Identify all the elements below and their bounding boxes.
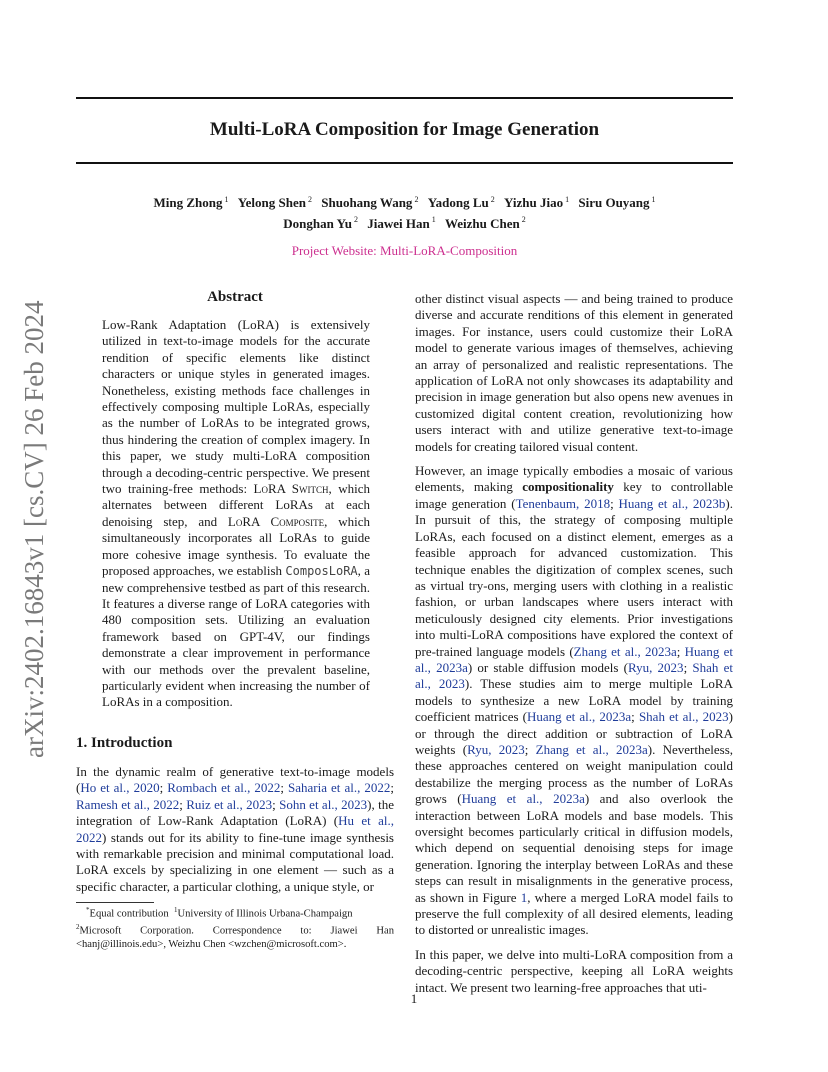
benchmark-name: ComposLoRA [285, 564, 358, 579]
author: Jiawei Han $^1$ [367, 215, 436, 231]
citation-link[interactable]: Zhang et al., 2023a [573, 643, 677, 659]
body-paragraph: other distinct visual aspects — and being trained to produce diverse and accurate renditions of this element in generated images. For instance, users could customize their LoRA model to generate various images of themselves, achieving an array of personalized and realistic representations. The application of LoRA not only showcases its adaptability and precision in image generation but also opens new avenues in customized digital content creation, revolutionizing how users interact with and utilize generative text-to-image models for creating tailored visual content. [415, 291, 733, 454]
body-paragraph: However, an image typically embodies a mosaic of various elements, making compositionality key to controllable image generation (Tenenbaum, 2018; Huang et al., 2023b). In pursuit of this, the strategy of composing multiple LoRAs, each focused on a distinct element, emerges as a feasible approach for advanced customization. This technique enables the digitization of complex scenes, such as virtual try-ons, merging users with clothing in a realistic fashion, or urban landscapes where users interact with meticulously designed city elements. Prior investigations into multi-LoRA compositions have explored the context of pre-trained language models (Zhang et al., 2023a; Huang et al., 2023a) or stable diffusion models (Ryu, 2023; Shah et al., 2023). These studies aim to merge multiple LoRA models to synthesize a new LoRA model by training coefficient matrices (Huang et al., 2023a; Shah et al., 2023) or through the direct addition or subtraction of LoRA weights (Ryu, 2023; Zhang et al., 2023a). Nevertheless, these approaches centered on weight manipulation could destabilize the merging process as the number of LoRAs grows (Huang et al., 2023a) and also overlook the interaction between LoRA models and base models. This oversight becomes particularly critical in diffusion models, which depend on sequential denoising steps for image generation. Ignoring the interplay between LoRAs and these steps can result in misalignments in the generative process, as shown in Figure 1, where a merged LoRA model fails to preserve the full complexity of all desired elements, leading to distorted or unrealistic images. [415, 463, 733, 938]
method-name: LoRA Composite [227, 513, 325, 529]
author: Yizhu Jiao $^1$ [504, 195, 570, 211]
section-heading-introduction: 1. Introduction [76, 735, 173, 751]
footnote-line: $^2$Microsoft Corporation. Correspondence to: Jiawei Han <hanj@illinois.edu>, Weizhu Chen <wzchen@microsoft.com>. [76, 923, 394, 951]
citation-link[interactable]: Shah et al., 2023 [638, 709, 729, 725]
citation-link[interactable]: Shah et al., 2023 [415, 659, 733, 692]
citation-link[interactable]: Saharia et al., 2022 [288, 780, 391, 796]
citation-link[interactable]: Huang et al., 2023a [527, 709, 632, 725]
abstract-heading: Abstract [207, 289, 263, 305]
author: Yadong Lu $^2$ [427, 195, 495, 211]
author: Weizhu Chen $^2$ [445, 215, 526, 231]
method-name: LoRA Switch [253, 481, 329, 497]
author-list [76, 191, 733, 232]
footnote [76, 904, 394, 952]
author: Donghan Yu $^2$ [283, 215, 359, 231]
abstract-text: Low-Rank Adaptation (LoRA) is extensively utilized in text-to-image models for the accurate rendition of specific elements like distinct characters or unique styles in generated images. Nonetheless, existing methods face challenges in effectively composing multiple LoRAs, especially as the number of LoRAs to be integrated grows, thus hindering the creation of complex imagery. In this paper, we study multi-LoRA composition through a decoding-centric perspective. We present two training-free methods: LoRA Switch, which alternates between different LoRAs at each denoising step, and LoRA Composite, which simultaneously incorporates all LoRAs to guide more cohesive image synthesis. To evaluate the proposed approaches, we establish ComposLoRA, a new comprehensive testbed as part of this research. It features a diverse range of LoRA categories with 480 composition sets. Utilizing an evaluation framework based on GPT-4V, our findings demonstrate a clear improvement in performance with our methods over the prevalent baseline, particularly evident when increasing the number of LoRAs in a composition. [102, 317, 370, 710]
footnote-line: *Equal contribution $^1$University of Illinois Urbana-Champaign [86, 906, 353, 920]
citation-link[interactable]: Huang et al., 2023a [415, 643, 733, 675]
citation-link[interactable]: Ho et al., 2020 [80, 780, 160, 796]
title-rule-bottom [76, 162, 733, 164]
paper-title: Multi-LoRA Composition for Image Generation [209, 119, 600, 140]
citation-link[interactable]: Huang et al., 2023b [618, 495, 726, 511]
intro-paragraph: In the dynamic realm of generative text-to-image models (Ho et al., 2020; Rombach et al., 2022; Saharia et al., 2022; Ramesh et al., 2022; Ruiz et al., 2023; Sohn et al., 2023), the integration of Low-Rank Adaptation (LoRA) (Hu et al., 2022) stands out for its ability to fine-tune image synthesis with remarkable precision and minimal computational load. LoRA excels by specializing in one element — such as a specific character, a particular clothing, a unique style, or [76, 764, 394, 894]
project-website-link[interactable]: Project Website: Multi-LoRA-Composition [291, 243, 518, 258]
citation-link[interactable]: Ryu, 2023 [467, 741, 525, 757]
page-number: 1 [410, 991, 418, 1006]
citation-link[interactable]: Hu et al., 2022 [76, 813, 394, 845]
author: Yelong Shen $^2$ [237, 195, 312, 211]
citation-link[interactable]: Huang et al., 2023a [461, 791, 585, 807]
citation-link[interactable]: Ruiz et al., 2023 [186, 796, 273, 812]
right-column [415, 291, 733, 1004]
figure-reference-link[interactable]: 1 [520, 889, 528, 905]
citation-link[interactable]: Zhang et al., 2023a [535, 741, 648, 757]
citation-link[interactable]: Rombach et al., 2022 [167, 780, 281, 796]
author: Siru Ouyang $^1$ [578, 195, 656, 211]
body-paragraph: In this paper, we delve into multi-LoRA composition from a decoding-centric perspective, keeping all LoRA weights intact. We present two learning-free approaches that uti- [415, 946, 733, 995]
citation-link[interactable]: Ramesh et al., 2022 [76, 796, 180, 812]
footnote-rule [76, 902, 154, 903]
author: Ming Zhong $^1$ [153, 195, 229, 211]
arxiv-side-stamp: arXiv:2402.16843v1 [cs.CV] 26 Feb 2024 [19, 300, 49, 758]
citation-link[interactable]: Ryu, 2023 [627, 659, 684, 675]
title-rule-top [76, 97, 733, 99]
author: Shuohang Wang $^2$ [321, 195, 419, 211]
citation-link[interactable]: Tenenbaum, 2018 [515, 495, 611, 511]
citation-link[interactable]: Sohn et al., 2023 [279, 796, 368, 812]
